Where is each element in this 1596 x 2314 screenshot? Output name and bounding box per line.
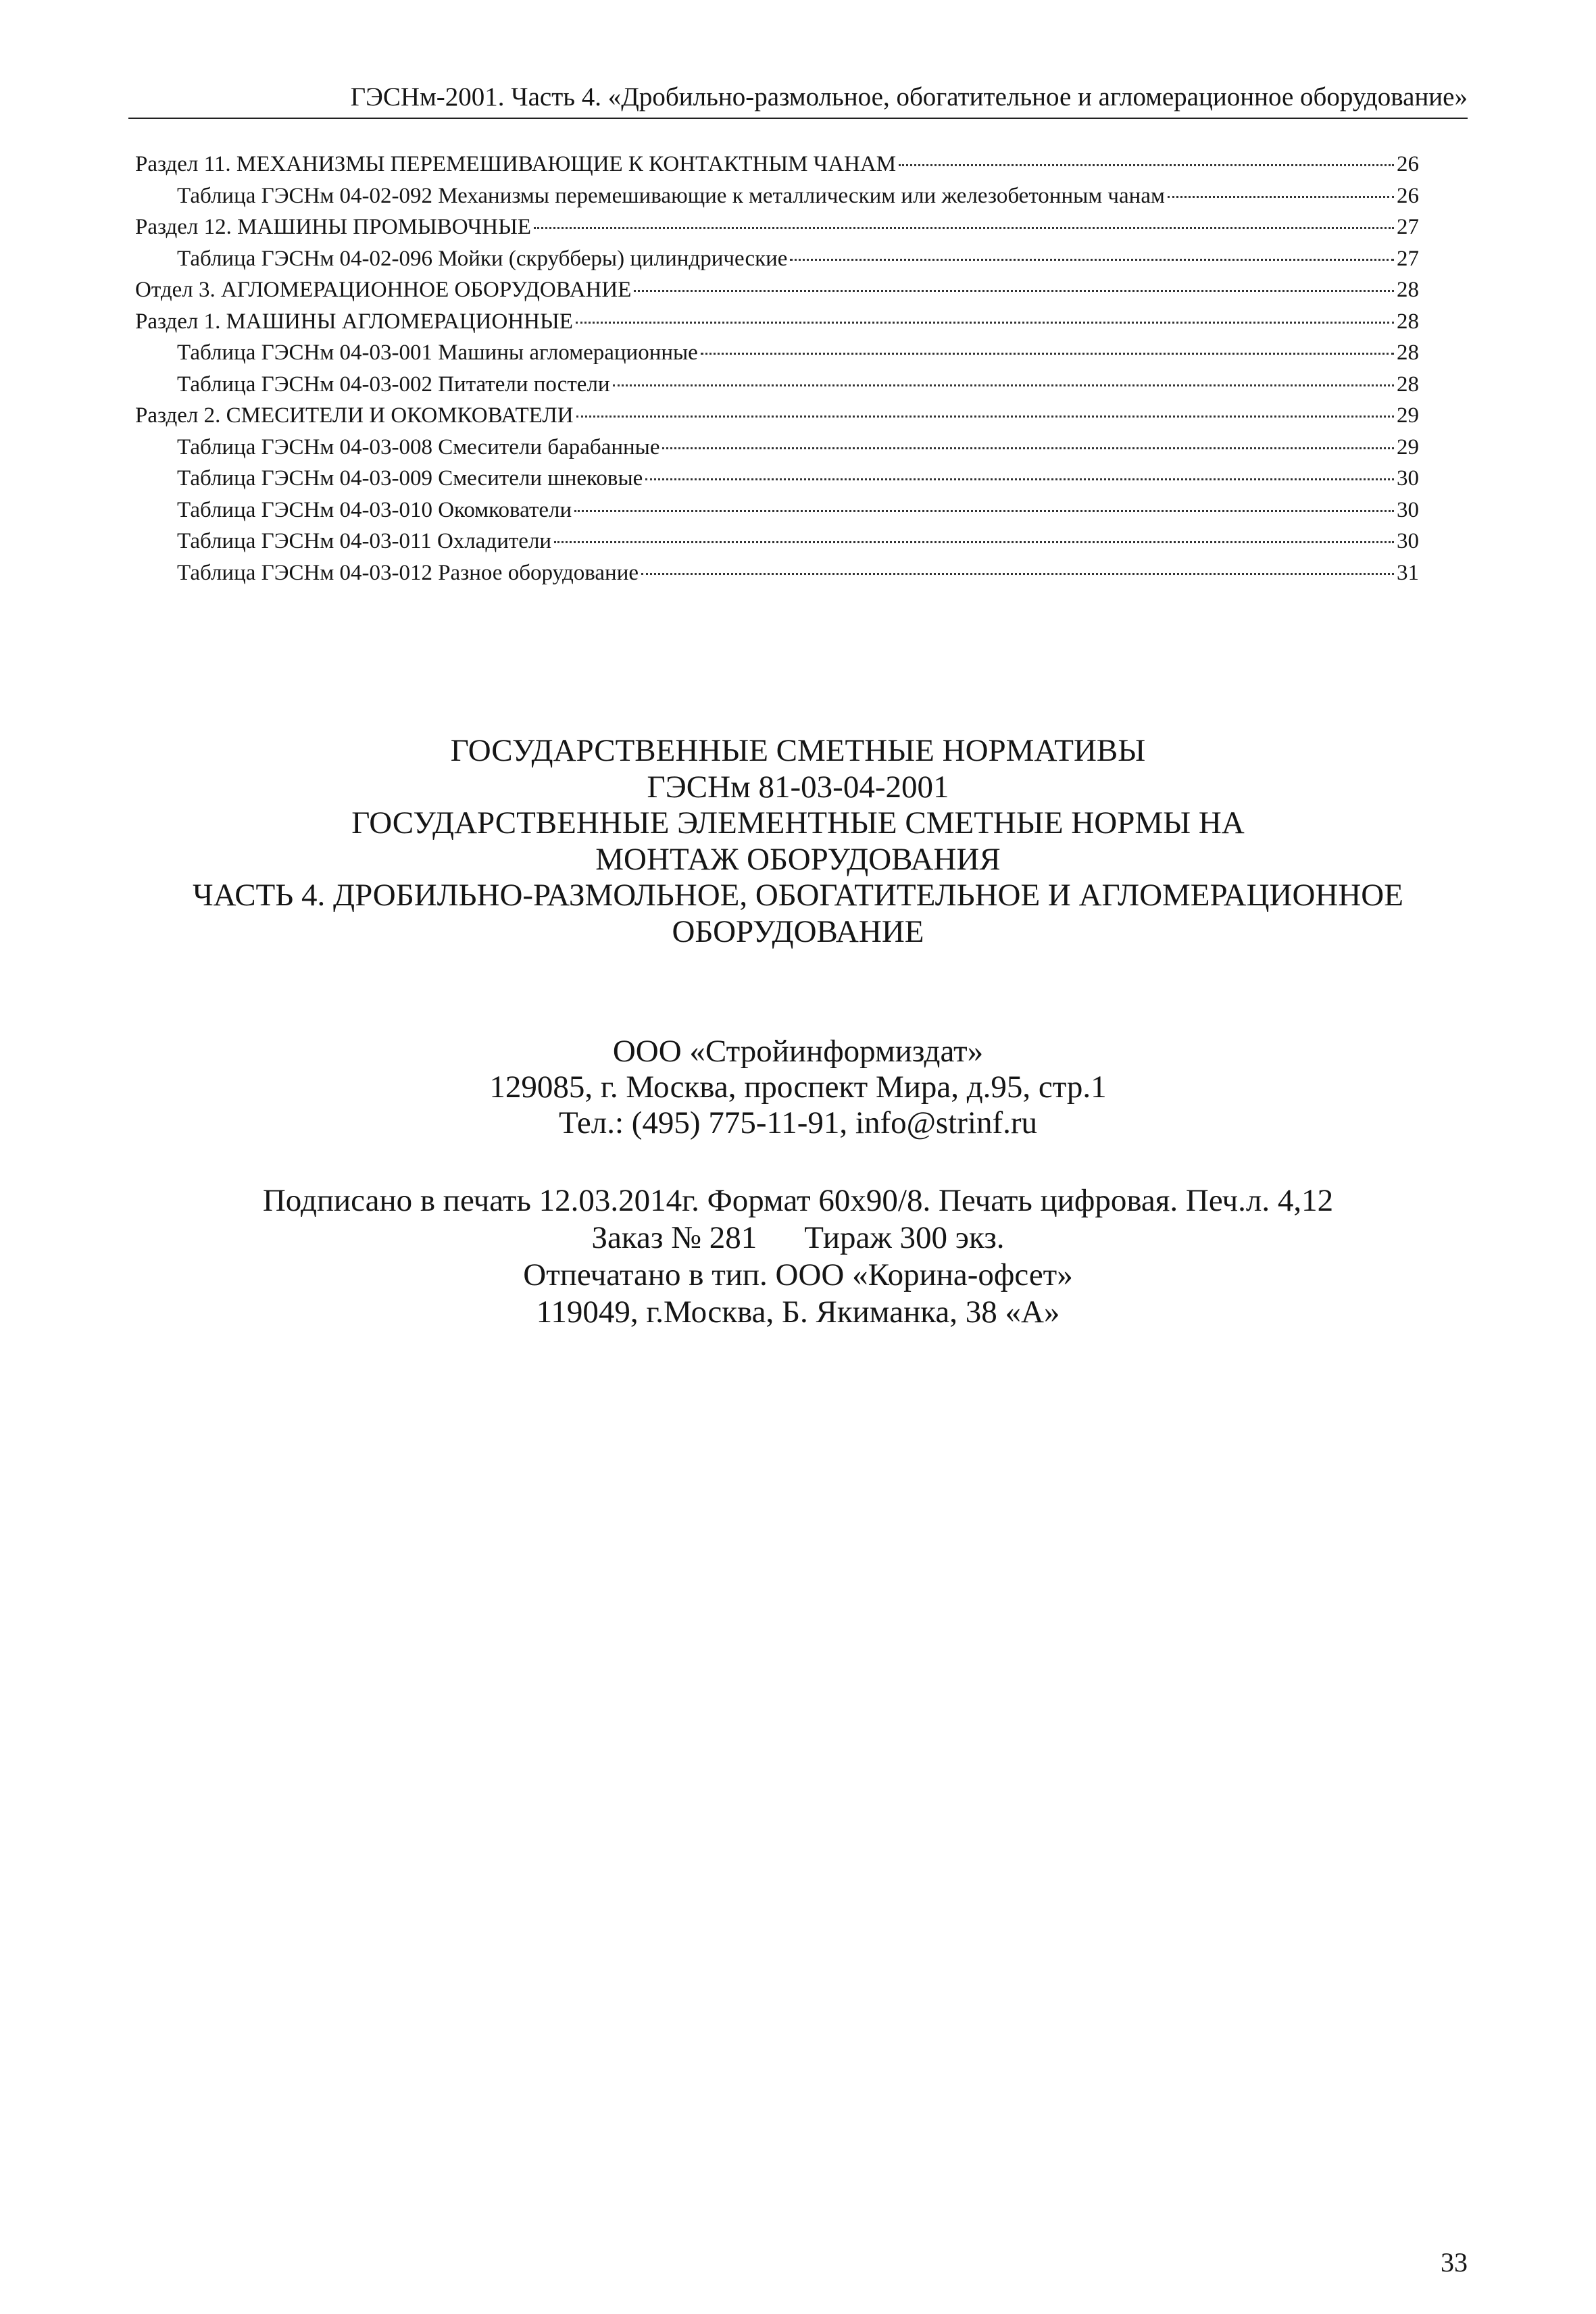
- toc-leader-dots: [701, 353, 1394, 355]
- toc-entry-page: 28: [1397, 341, 1419, 365]
- toc-entry-title: Таблица ГЭСНм 04-02-092 Механизмы перемешивающие к металлическим или железобетонным чанам: [177, 183, 1165, 208]
- toc-entry: [135, 400, 1419, 432]
- toc-entry-title: Таблица ГЭСНм 04-03-009 Смесители шнековые: [177, 466, 643, 491]
- toc-entry: [135, 463, 1419, 495]
- toc-entry: [135, 149, 1419, 180]
- toc-entry-title: Таблица ГЭСНм 04-03-011 Охладители: [177, 529, 552, 553]
- toc-leader-dots: [899, 164, 1394, 166]
- publisher-name: ООО «Стройинформиздат»: [612, 1034, 984, 1069]
- printing-details: [128, 1182, 1468, 1331]
- toc-entry-title: Таблица ГЭСНм 04-03-010 Окомкователи: [177, 497, 572, 522]
- imprint-title-line: ОБОРУДОВАНИЕ: [672, 913, 924, 949]
- toc-entry-page: 29: [1397, 434, 1419, 459]
- toc-entry-page: 27: [1397, 246, 1419, 271]
- toc-leader-dots: [574, 510, 1394, 512]
- toc-entry-title: Таблица ГЭСНм 04-02-096 Мойки (скрубберы) цилиндрические: [177, 246, 788, 271]
- toc-leader-dots: [634, 290, 1394, 292]
- toc-entry: [135, 557, 1419, 589]
- toc-entry: [135, 495, 1419, 526]
- order-number: Заказ № 281: [591, 1220, 757, 1255]
- toc-leader-dots: [534, 227, 1394, 229]
- printer-address: 119049, г.Москва, Б. Якиманка, 38 «А»: [536, 1294, 1060, 1330]
- imprint-title-line: ГЭСНм 81-03-04-2001: [647, 769, 949, 805]
- toc-entry: [135, 432, 1419, 463]
- print-run: Тираж 300 экз.: [804, 1220, 1005, 1255]
- toc-entry-title: Таблица ГЭСНм 04-03-002 Питатели постели: [177, 372, 610, 397]
- printed-at: Отпечатано в тип. ООО «Корина-офсет»: [523, 1257, 1073, 1292]
- toc-leader-dots: [576, 416, 1394, 418]
- toc-entry-page: 29: [1397, 403, 1419, 428]
- toc-leader-dots: [576, 322, 1394, 324]
- toc-entry-page: 27: [1397, 215, 1419, 239]
- page-number: 33: [1441, 2247, 1468, 2278]
- toc-entry: [135, 526, 1419, 557]
- toc-entry: [135, 180, 1419, 212]
- toc-leader-dots: [1168, 196, 1394, 198]
- toc-entry-page: 30: [1397, 497, 1419, 522]
- toc-leader-dots: [613, 384, 1394, 386]
- toc-entry-title: Таблица ГЭСНм 04-03-001 Машины агломерационные: [177, 341, 698, 365]
- signed-to-print: Подписано в печать 12.03.2014г. Формат 60x90/8. Печать цифровая. Печ.л. 4,12: [262, 1183, 1334, 1218]
- toc-entry: [135, 306, 1419, 338]
- toc-leader-dots: [554, 541, 1394, 543]
- toc-leader-dots: [662, 447, 1394, 449]
- publisher-contacts: Тел.: (495) 775-11-91, info@strinf.ru: [558, 1105, 1037, 1140]
- imprint-title-block: [128, 733, 1468, 950]
- toc-entry-page: 31: [1397, 560, 1419, 585]
- toc-entry: [135, 369, 1419, 401]
- toc-entry-title: Раздел 1. МАШИНЫ АГЛОМЕРАЦИОННЫЕ: [135, 309, 573, 334]
- toc-entry-title: Отдел 3. АГЛОМЕРАЦИОННОЕ ОБОРУДОВАНИЕ: [135, 278, 632, 302]
- imprint-title-line: ГОСУДАРСТВЕННЫЕ СМЕТНЫЕ НОРМАТИВЫ: [450, 733, 1146, 768]
- imprint-title-line: МОНТАЖ ОБОРУДОВАНИЯ: [595, 841, 1001, 877]
- toc-entry: [135, 337, 1419, 369]
- toc-leader-dots: [641, 573, 1394, 575]
- toc-entry: [135, 274, 1419, 306]
- toc-entry: [135, 243, 1419, 275]
- toc-entry-title: Таблица ГЭСНм 04-03-008 Смесители барабанные: [177, 434, 660, 459]
- publisher-block: [128, 1034, 1468, 1141]
- toc-entry-title: Таблица ГЭСНм 04-03-012 Разное оборудование: [177, 560, 639, 585]
- imprint-title-line: ГОСУДАРСТВЕННЫЕ ЭЛЕМЕНТНЫЕ СМЕТНЫЕ НОРМЫ НА: [351, 805, 1245, 840]
- toc-entry-page: 28: [1397, 278, 1419, 302]
- table-of-contents: [135, 149, 1419, 588]
- publisher-address: 129085, г. Москва, проспект Мира, д.95, стр.1: [489, 1070, 1107, 1105]
- toc-entry-page: 30: [1397, 466, 1419, 491]
- toc-entry-title: Раздел 11. МЕХАНИЗМЫ ПЕРЕМЕШИВАЮЩИЕ К КОНТАКТНЫМ ЧАНАМ: [135, 152, 897, 176]
- toc-leader-dots: [790, 259, 1394, 261]
- toc-entry: [135, 211, 1419, 243]
- imprint-title-line: ЧАСТЬ 4. ДРОБИЛЬНО-РАЗМОЛЬНОЕ, ОБОГАТИТЕЛЬНОЕ И АГЛОМЕРАЦИОННОЕ: [193, 878, 1403, 913]
- toc-entry-title: Раздел 12. МАШИНЫ ПРОМЫВОЧНЫЕ: [135, 215, 532, 239]
- toc-entry-page: 28: [1397, 372, 1419, 397]
- running-header: ГЭСНм-2001. Часть 4. «Дробильно-размольное, обогатительное и агломерационное оборудование»: [128, 81, 1468, 119]
- toc-entry-title: Раздел 2. СМЕСИТЕЛИ И ОКОМКОВАТЕЛИ: [135, 403, 574, 428]
- toc-entry-page: 26: [1397, 183, 1419, 208]
- toc-entry-page: 28: [1397, 309, 1419, 334]
- order-and-run-line: [128, 1219, 1468, 1257]
- toc-entry-page: 30: [1397, 529, 1419, 553]
- toc-leader-dots: [645, 478, 1394, 480]
- toc-entry-page: 26: [1397, 152, 1419, 176]
